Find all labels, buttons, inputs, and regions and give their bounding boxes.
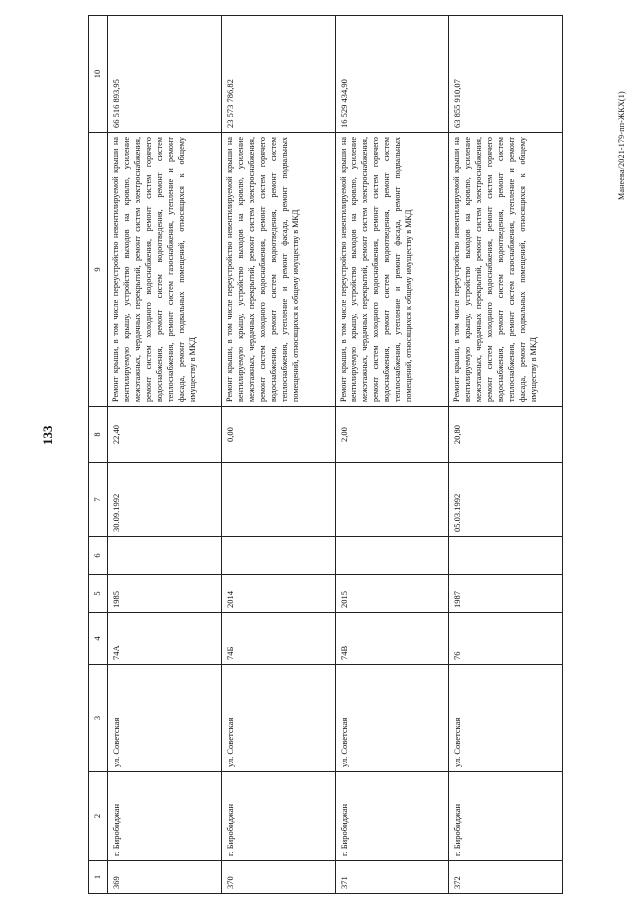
header-cell: 4 (89, 613, 108, 665)
wear-cell: 22,40 (108, 407, 222, 463)
table-row (221, 16, 335, 894)
header-cell: 5 (89, 575, 108, 613)
row-number: 370 (221, 861, 335, 894)
city-cell: г. Биробиджан (221, 772, 335, 861)
street-cell: ул. Советская (449, 665, 563, 772)
empty-cell (221, 537, 335, 575)
header-cell: 7 (89, 463, 108, 537)
year-cell: 1985 (108, 575, 222, 613)
house-number-cell: 76 (449, 613, 563, 665)
date-cell (335, 463, 449, 537)
date-cell: 05.03.1992 (449, 463, 563, 537)
year-cell: 2015 (335, 575, 449, 613)
city-cell: г. Биробиджан (108, 772, 222, 861)
empty-cell (108, 537, 222, 575)
cost-cell: 16 529 434,90 (335, 16, 449, 133)
street-cell: ул. Советская (221, 665, 335, 772)
cost-cell: 66 516 893,95 (108, 16, 222, 133)
table-row (335, 16, 449, 894)
empty-cell (335, 537, 449, 575)
row-number: 371 (335, 861, 449, 894)
works-cell: Ремонт крыши, в том числе переустройство невентилируемой крыши на вентилируемую крышу, устройство выходов на кровлю, усиление межэтажных, чердачных перекрытий, ремонт систем электроснабжения, ремонт систем холодного водоснабжения, ремонт систем горячего водоснабжения, ремонт систем водоотведения, ремонт систем теплоснабжения, утепление и ремонт фасада, ремонт подвальных помещений, относящихся к общему имуществу в МКД (221, 133, 335, 407)
page-number: 133 (40, 425, 55, 445)
city-cell: г. Биробиджан (449, 772, 563, 861)
table-row (108, 16, 222, 894)
header-cell: 8 (89, 407, 108, 463)
works-cell: Ремонт крыши, в том числе переустройство невентилируемой крыши на вентилируемую крышу, устройство выходов на кровлю, усиление межэтажных, чердачных перекрытий, ремонт систем электроснабжения, ремонт систем холодного водоснабжения, ремонт систем горячего водоснабжения, ремонт систем водоотведения, ремонт систем теплоснабжения, утепление и ремонт фасада, ремонт подвальных помещений, относящихся к общему имуществу в МКД (335, 133, 449, 407)
header-cell: 10 (89, 16, 108, 133)
works-cell: Ремонт крыши, в том числе переустройство невентилируемой крыши на вентилируемую крышу, устройство выходов на кровлю, усиление межэтажных, чердачных перекрытий, ремонт систем электроснабжения, ремонт систем холодного водоснабжения, ремонт систем горячего водоснабжения, ремонт систем водоотведения, ремонт систем теплоснабжения, ремонт систем газоснабжения, утепление и ремонт фасада, ремонт подвальных помещений, относящихся к общему имуществу в МКД (449, 133, 563, 407)
works-cell: Ремонт крыши, в том числе переустройство невентилируемой крыши на вентилируемую крышу, устройство выходов на кровлю, усиление межэтажных, чердачных перекрытий, ремонт систем электроснабжения, ремонт систем холодного водоснабжения, ремонт систем горячего водоснабжения, ремонт систем водоотведения, ремонт систем теплоснабжения, ремонт систем газоснабжения, утепление и ремонт фасада, ремонт подвальных помещений, относящихся к общему имуществу в МКД (108, 133, 222, 407)
housing-repair-table (88, 15, 563, 894)
header-cell: 6 (89, 537, 108, 575)
row-number: 372 (449, 861, 563, 894)
street-cell: ул. Советская (335, 665, 449, 772)
header-row (89, 16, 108, 894)
document-reference: Манеева/2021-179-пп-ЖКХ(1) (617, 91, 626, 200)
row-number: 369 (108, 861, 222, 894)
city-cell: г. Биробиджан (335, 772, 449, 861)
cost-cell: 63 855 910,07 (449, 16, 563, 133)
house-number-cell: 74В (335, 613, 449, 665)
house-number-cell: 74А (108, 613, 222, 665)
house-number-cell: 74Б (221, 613, 335, 665)
street-cell: ул. Советская (108, 665, 222, 772)
date-cell (221, 463, 335, 537)
wear-cell: 2,00 (335, 407, 449, 463)
table-row (449, 16, 563, 894)
date-cell: 30.09.1992 (108, 463, 222, 537)
empty-cell (449, 537, 563, 575)
header-cell: 9 (89, 133, 108, 407)
wear-cell: 0,00 (221, 407, 335, 463)
cost-cell: 23 573 786,82 (221, 16, 335, 133)
year-cell: 2014 (221, 575, 335, 613)
housing-repair-table-wrapper (88, 16, 563, 894)
wear-cell: 20,80 (449, 407, 563, 463)
header-cell: 2 (89, 772, 108, 861)
header-cell: 3 (89, 665, 108, 772)
year-cell: 1987 (449, 575, 563, 613)
header-cell: 1 (89, 861, 108, 894)
